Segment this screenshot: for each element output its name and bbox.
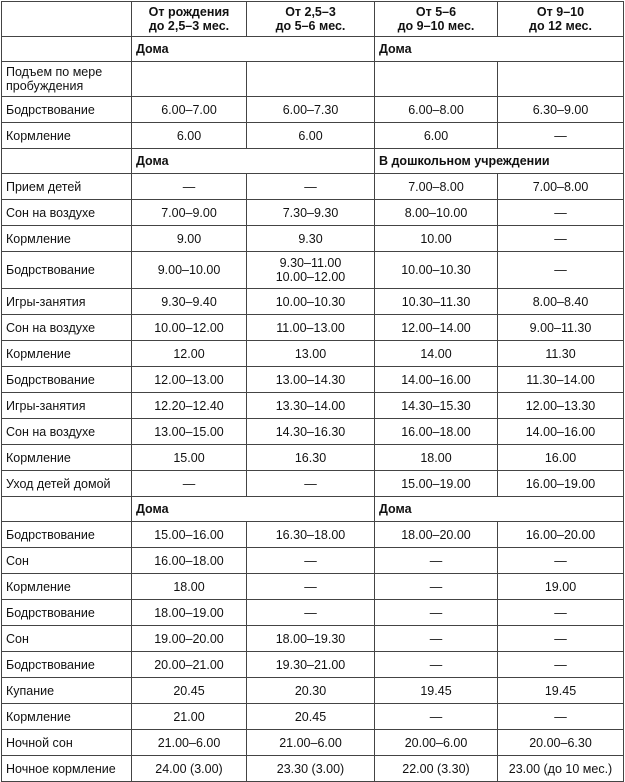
section-label-empty: [2, 149, 132, 174]
time-cell: —: [498, 626, 624, 652]
header-age-1: [247, 2, 375, 37]
time-cell: —: [375, 600, 498, 626]
time-cell: [498, 62, 624, 97]
time-cell: 11.30–14.00: [498, 367, 624, 393]
time-cell: —: [375, 704, 498, 730]
header-age-2: [375, 2, 498, 37]
time-cell: —: [498, 548, 624, 574]
header-age-3-line2: до 12 мес.: [529, 19, 592, 33]
time-cell: —: [247, 548, 375, 574]
header-age-3: [498, 2, 624, 37]
header-age-1-line1: От 2,5–3: [285, 5, 336, 19]
activity-name: Игры-занятия: [2, 289, 132, 315]
activity-name: Подъем по мере пробуждения: [2, 62, 132, 97]
activity-name: Бодрствование: [2, 252, 132, 289]
table-row: [2, 315, 624, 341]
header-age-0-line2: до 2,5–3 мес.: [148, 19, 230, 33]
time-cell: 6.00: [132, 123, 247, 149]
table-row: [2, 704, 624, 730]
time-cell: 19.45: [498, 678, 624, 704]
section-row: [2, 149, 624, 174]
table-row: [2, 252, 624, 289]
activity-name: Ночное кормление: [2, 756, 132, 782]
time-cell: 23.30 (3.00): [247, 756, 375, 782]
section-label-preschool: В дошкольном учреждении: [375, 149, 624, 174]
time-cell: 18.00: [375, 445, 498, 471]
time-cell: 10.00–10.30: [247, 289, 375, 315]
time-cell: 10.00–12.00: [132, 315, 247, 341]
time-cell: —: [498, 600, 624, 626]
table-row: [2, 678, 624, 704]
time-cell: 23.00 (до 10 мес.): [498, 756, 624, 782]
time-cell: —: [375, 626, 498, 652]
time-cell: [247, 62, 375, 97]
time-cell: 10.30–11.30: [375, 289, 498, 315]
activity-name: Кормление: [2, 704, 132, 730]
time-cell: 7.00–8.00: [375, 174, 498, 200]
table-row: [2, 600, 624, 626]
daily-routine-table: [1, 1, 624, 782]
time-cell: 6.00–8.00: [375, 97, 498, 123]
time-cell: —: [375, 548, 498, 574]
time-cell: 6.00: [247, 123, 375, 149]
time-cell: 14.30–15.30: [375, 393, 498, 419]
activity-name: Бодрствование: [2, 522, 132, 548]
time-cell: 11.30: [498, 341, 624, 367]
time-cell: 9.00–11.30: [498, 315, 624, 341]
time-cell: 10.00: [375, 226, 498, 252]
time-cell: 16.00: [498, 445, 624, 471]
time-cell: 16.00–18.00: [375, 419, 498, 445]
table-row: [2, 97, 624, 123]
time-line: 9.30–11.00: [279, 256, 342, 270]
time-cell: 7.00–8.00: [498, 174, 624, 200]
time-cell: 20.30: [247, 678, 375, 704]
header-age-3-line1: От 9–10: [536, 5, 585, 19]
activity-name: Бодрствование: [2, 652, 132, 678]
time-cell: 6.30–9.00: [498, 97, 624, 123]
time-cell: 19.45: [375, 678, 498, 704]
time-line: 10.00–12.00: [275, 270, 346, 284]
section-label-home: Дома: [132, 149, 375, 174]
section-label-empty: [2, 37, 132, 62]
time-cell: 12.20–12.40: [132, 393, 247, 419]
time-cell: 8.00–10.00: [375, 200, 498, 226]
table-row: [2, 730, 624, 756]
time-cell: —: [498, 226, 624, 252]
header-age-0-line1: От рождения: [148, 5, 230, 19]
time-cell: 13.30–14.00: [247, 393, 375, 419]
activity-name: Купание: [2, 678, 132, 704]
header-corner-cell: [2, 2, 132, 37]
time-cell: 14.30–16.30: [247, 419, 375, 445]
time-cell-multiline: [247, 252, 375, 289]
time-cell: 14.00: [375, 341, 498, 367]
time-cell: [375, 62, 498, 97]
time-cell: 12.00–13.00: [132, 367, 247, 393]
time-cell: 9.30–9.40: [132, 289, 247, 315]
time-cell: 18.00–19.00: [132, 600, 247, 626]
time-cell: 21.00–6.00: [132, 730, 247, 756]
time-cell: 20.00–6.00: [375, 730, 498, 756]
table-row: [2, 652, 624, 678]
time-cell: 15.00–19.00: [375, 471, 498, 497]
time-cell: 20.00–6.30: [498, 730, 624, 756]
table-row: [2, 226, 624, 252]
time-cell: 19.00–20.00: [132, 626, 247, 652]
time-cell: —: [375, 574, 498, 600]
activity-name: Сон на воздухе: [2, 315, 132, 341]
header-age-2-line1: От 5–6: [415, 5, 457, 19]
time-cell: 16.30: [247, 445, 375, 471]
time-cell: 16.00–18.00: [132, 548, 247, 574]
activity-name: Уход детей домой: [2, 471, 132, 497]
time-cell: 7.00–9.00: [132, 200, 247, 226]
activity-name: Кормление: [2, 574, 132, 600]
section-label-home: Дома: [132, 497, 375, 522]
activity-name: Сон: [2, 548, 132, 574]
time-cell: 13.00: [247, 341, 375, 367]
time-cell: 12.00: [132, 341, 247, 367]
header-age-1-line2: до 5–6 мес.: [275, 19, 346, 33]
time-cell: —: [498, 704, 624, 730]
time-cell: [132, 62, 247, 97]
header-row: [2, 2, 624, 37]
activity-name: Игры-занятия: [2, 393, 132, 419]
activity-name: Кормление: [2, 341, 132, 367]
table-row: [2, 289, 624, 315]
section-row: [2, 497, 624, 522]
time-cell: 7.30–9.30: [247, 200, 375, 226]
time-cell: 10.00–10.30: [375, 252, 498, 289]
time-cell: —: [247, 471, 375, 497]
activity-name: Кормление: [2, 445, 132, 471]
time-cell: 9.30: [247, 226, 375, 252]
activity-name: Бодрствование: [2, 600, 132, 626]
section-row: [2, 37, 624, 62]
section-label-home: Дома: [375, 497, 624, 522]
time-cell: —: [247, 600, 375, 626]
time-cell: 19.00: [498, 574, 624, 600]
activity-name: Кормление: [2, 123, 132, 149]
table-row: [2, 522, 624, 548]
section-label-home: Дома: [375, 37, 624, 62]
time-cell: —: [247, 174, 375, 200]
table-row: [2, 341, 624, 367]
section-label-empty: [2, 497, 132, 522]
time-cell: 12.00–14.00: [375, 315, 498, 341]
activity-name: Сон на воздухе: [2, 419, 132, 445]
time-cell: 6.00: [375, 123, 498, 149]
table-row: [2, 756, 624, 782]
activity-name: Сон на воздухе: [2, 200, 132, 226]
table-row: [2, 445, 624, 471]
activity-name: Кормление: [2, 226, 132, 252]
activity-name: Бодрствование: [2, 367, 132, 393]
time-cell: 22.00 (3.30): [375, 756, 498, 782]
time-cell: 13.00–15.00: [132, 419, 247, 445]
time-cell: 9.00–10.00: [132, 252, 247, 289]
time-cell: 6.00–7.00: [132, 97, 247, 123]
time-cell: 15.00–16.00: [132, 522, 247, 548]
time-cell: 19.30–21.00: [247, 652, 375, 678]
time-cell: 24.00 (3.00): [132, 756, 247, 782]
table-row: [2, 200, 624, 226]
table-row: [2, 419, 624, 445]
table-row: [2, 393, 624, 419]
time-cell: 16.00–19.00: [498, 471, 624, 497]
time-cell: 18.00–19.30: [247, 626, 375, 652]
table-row: [2, 62, 624, 97]
time-cell: 15.00: [132, 445, 247, 471]
time-cell: 20.45: [247, 704, 375, 730]
time-cell: 16.00–20.00: [498, 522, 624, 548]
table-row: [2, 626, 624, 652]
time-cell: —: [498, 123, 624, 149]
time-cell: —: [498, 252, 624, 289]
activity-name: Сон: [2, 626, 132, 652]
table-row: [2, 123, 624, 149]
section-label-home: Дома: [132, 37, 375, 62]
table-row: [2, 471, 624, 497]
time-cell: 20.45: [132, 678, 247, 704]
time-cell: 18.00–20.00: [375, 522, 498, 548]
time-cell: 20.00–21.00: [132, 652, 247, 678]
table-row: [2, 574, 624, 600]
time-cell: 6.00–7.30: [247, 97, 375, 123]
table-row: [2, 367, 624, 393]
time-cell: —: [132, 471, 247, 497]
time-cell: 14.00–16.00: [498, 419, 624, 445]
time-cell: 14.00–16.00: [375, 367, 498, 393]
time-cell: —: [375, 652, 498, 678]
activity-name: Ночной сон: [2, 730, 132, 756]
time-cell: 21.00: [132, 704, 247, 730]
activity-name: Бодрствование: [2, 97, 132, 123]
header-age-2-line2: до 9–10 мес.: [397, 19, 475, 33]
time-cell: —: [247, 574, 375, 600]
time-cell: 21.00–6.00: [247, 730, 375, 756]
time-cell: —: [132, 174, 247, 200]
time-cell: 9.00: [132, 226, 247, 252]
time-cell: 8.00–8.40: [498, 289, 624, 315]
time-cell: 13.00–14.30: [247, 367, 375, 393]
time-cell: 12.00–13.30: [498, 393, 624, 419]
time-cell: 11.00–13.00: [247, 315, 375, 341]
header-age-0: [132, 2, 247, 37]
time-cell: 16.30–18.00: [247, 522, 375, 548]
time-cell: 18.00: [132, 574, 247, 600]
time-cell: —: [498, 200, 624, 226]
time-cell: —: [498, 652, 624, 678]
table-row: [2, 174, 624, 200]
activity-name: Прием детей: [2, 174, 132, 200]
table-row: [2, 548, 624, 574]
